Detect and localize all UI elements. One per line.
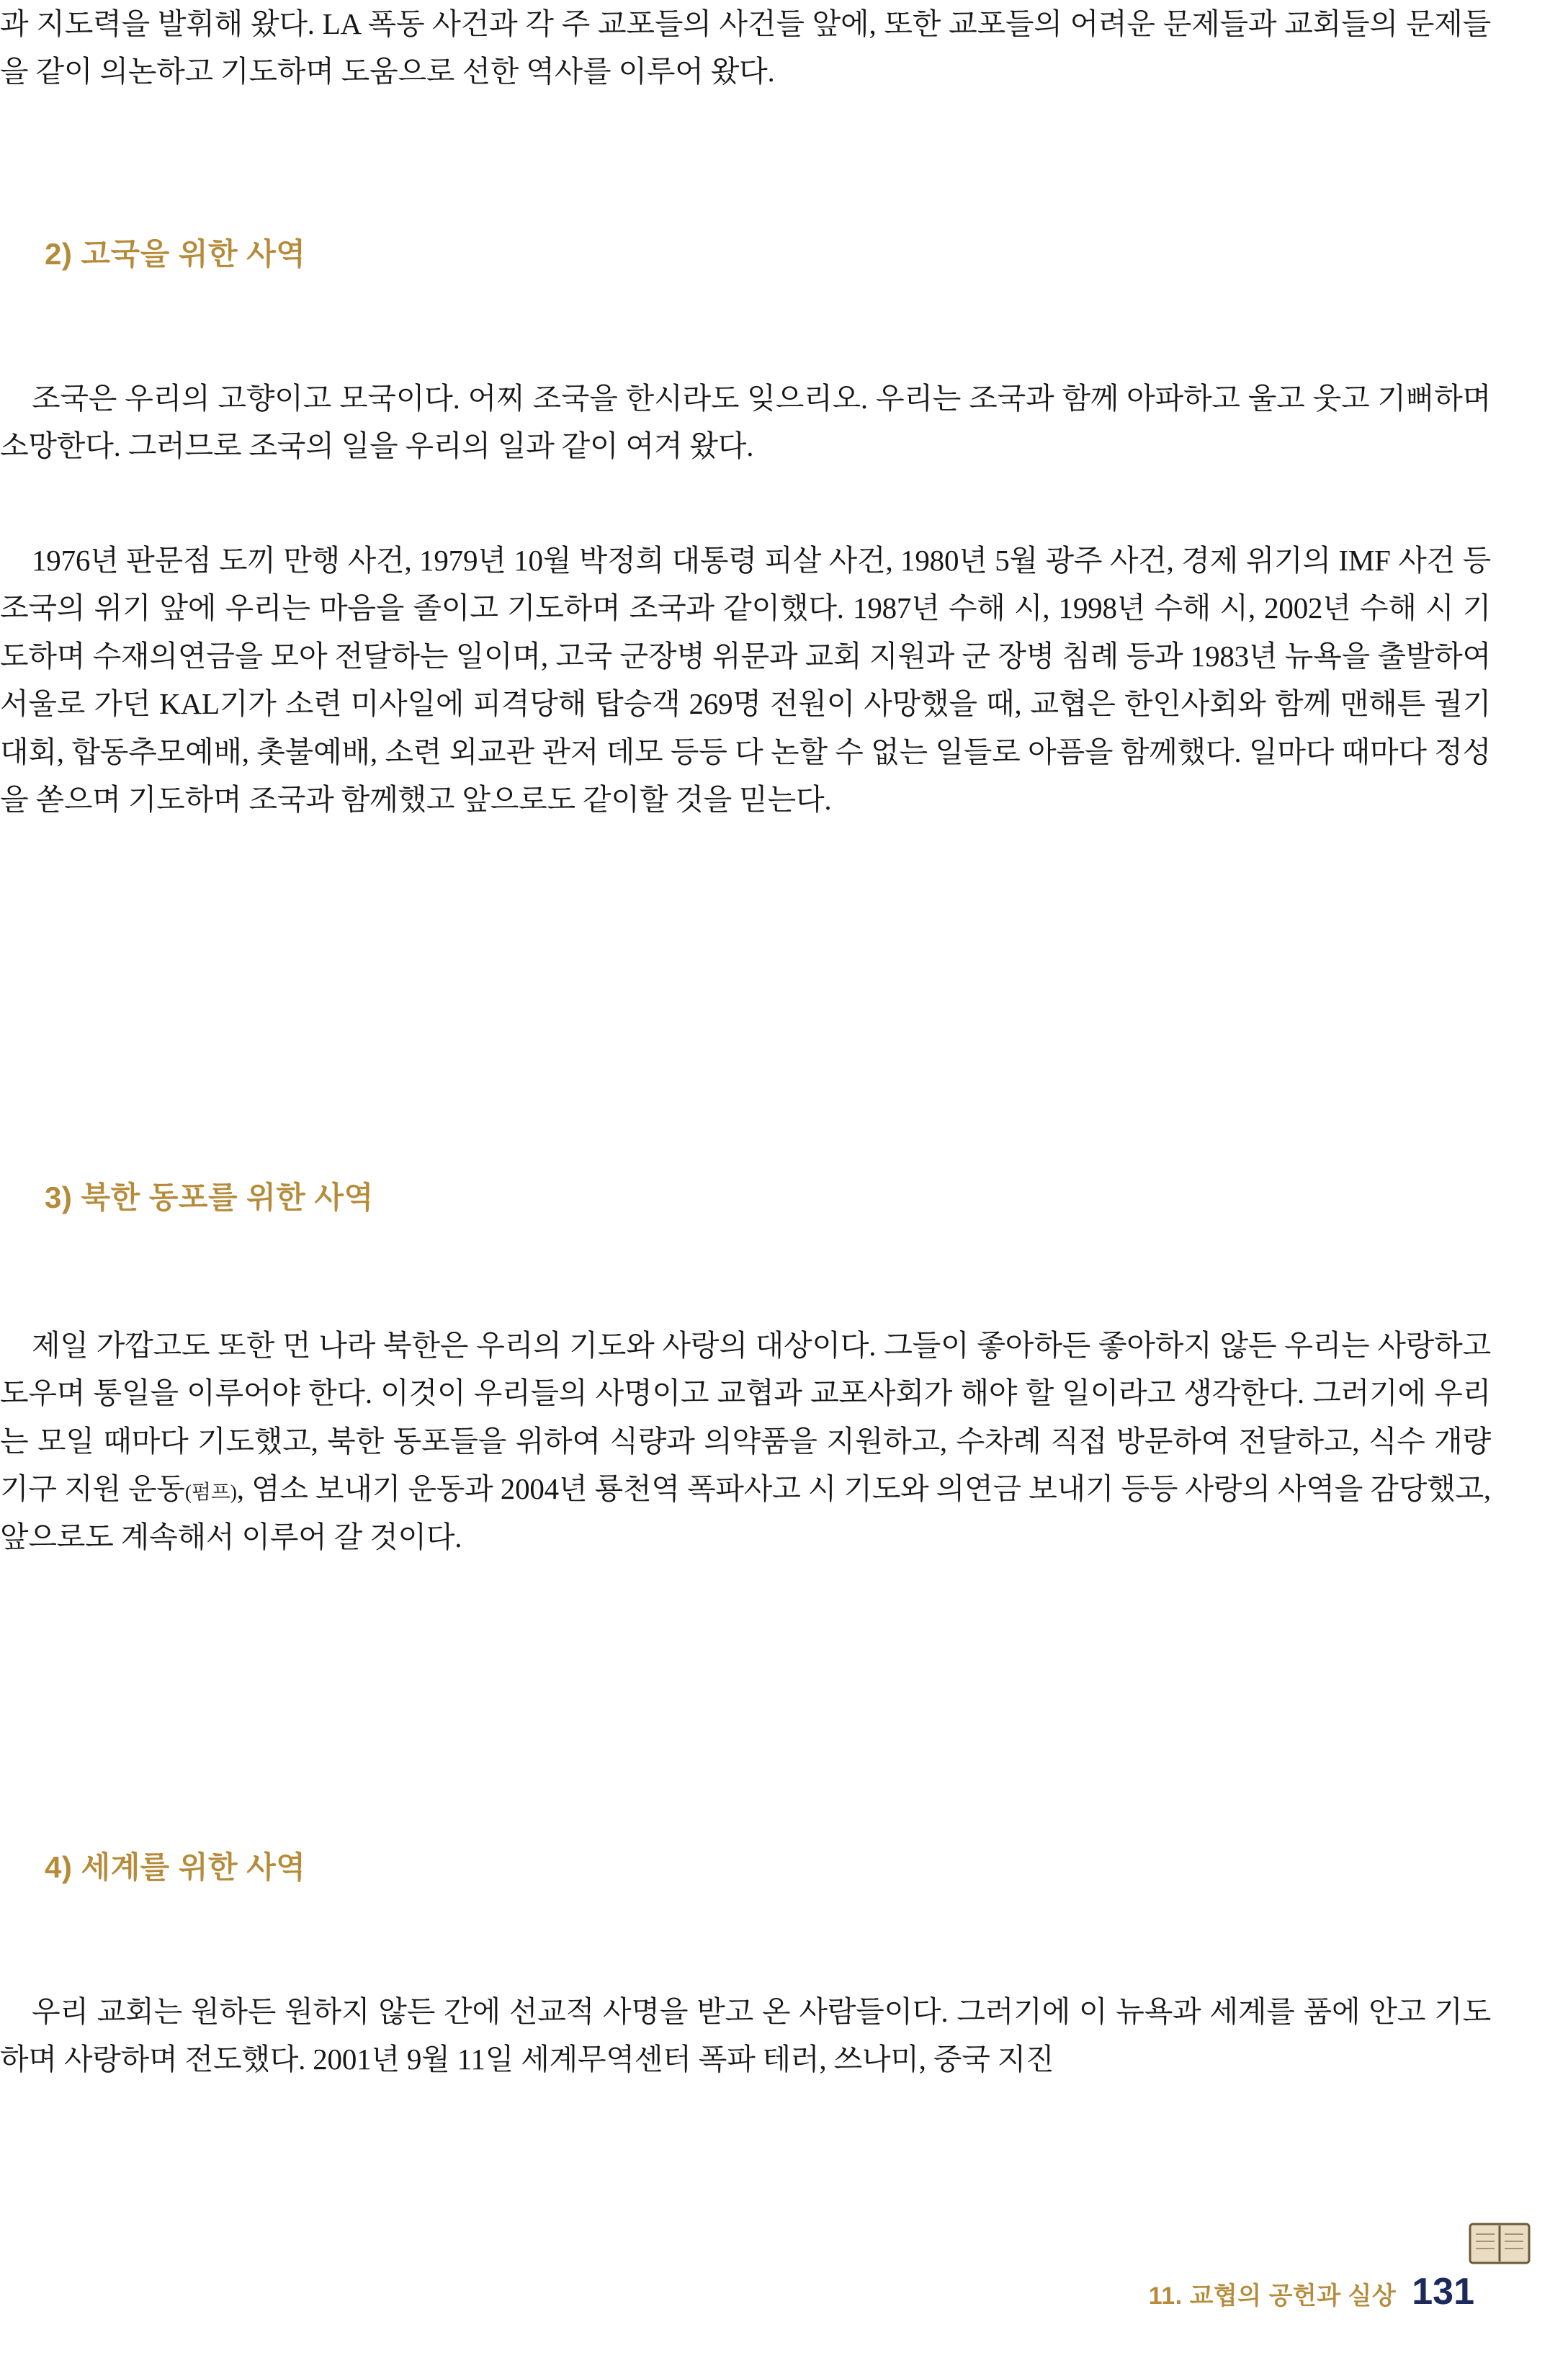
section-3-text-after: , 염소 보내기 운동과 2004년 룡천역 폭파사고 시 기도와 의연금 보내기 등등 사랑의 사역을 감당했고, 앞으로도 계속해서 이루어 갈 것이다. <box>0 1472 1491 1554</box>
section-4-paragraph: 우리 교회는 원하든 원하지 않든 간에 선교적 사명을 받고 온 사람들이다. 그러기에 이 뉴욕과 세계를 품에 안고 기도하며 사랑하며 전도했다. 2001년 9월 11일 세계무역센터 폭파 테러, 쓰나미, 중국 지진 <box>0 1995 1491 2076</box>
section-heading-4-block <box>45 1844 1413 1887</box>
section-3-paragraph-block <box>0 1322 1491 1561</box>
page-footer <box>0 2234 1568 2321</box>
section-3-paragraph <box>0 1322 1491 1561</box>
section-4-paragraph-block <box>0 1988 1491 2084</box>
intro-paragraph-block <box>0 0 1491 96</box>
section-2-paragraph-2: 1976년 판문점 도끼 만행 사건, 1979년 10월 박정희 대통령 피살 사건, 1980년 5월 광주 사건, 경제 위기의 IMF 사건 등 조국의 위기 앞에 우리는 마음을 졸이고 기도하며 조국과 같이했다. 1987년 수해 시, 1998년 수해 시, 2002년 수해 시 기도하며 수재의연금을 모아 전달하는 일이며, 고국 군장병 위문과 교회 지원과 군 장병 침례 등과 1983년 뉴욕을 출발하여 서울로 가던 KAL기가 소련 미사일에 피격당해 탑승객 269명 전원이 사망했을 때, 교협은 한인사회와 함께 맨해튼 궐기대회, 합동추모예배, 촛불예배, 소련 외교관 관저 데모 등등 다 논할 수 없는 일들로 아픔을 함께했다. 일마다 때마다 정성을 쏟으며 기도하며 조국과 함께했고 앞으로도 같이할 것을 믿는다. <box>0 544 1491 817</box>
page-number: 131 <box>1412 2271 1474 2313</box>
section-heading-4: 4) 세계를 위한 사역 <box>45 1850 306 1884</box>
section-heading-3: 3) 북한 동포를 위한 사역 <box>45 1180 374 1214</box>
footer-chapter-label: 11. 교협의 공헌과 실상 <box>1148 2282 1397 2310</box>
section-heading-2-block <box>45 230 1413 274</box>
section-heading-2: 2) 고국을 위한 사역 <box>45 237 306 271</box>
book-icon <box>1469 2221 1531 2266</box>
footer-inner <box>1149 2270 1474 2313</box>
section-2-paragraph-1-block <box>0 375 1491 470</box>
intro-paragraph: 과 지도력을 발휘해 왔다. LA 폭동 사건과 각 주 교포들의 사건들 앞에, 또한 교포들의 어려운 문제들과 교회들의 문제들을 같이 의논하고 기도하며 도움으로 선한 역사를 이루어 왔다. <box>0 7 1491 89</box>
section-3-inline-note: (펌프) <box>184 1481 237 1505</box>
section-heading-3-block <box>45 1174 1413 1217</box>
section-3-text-before: 제일 가깝고도 또한 먼 나라 북한은 우리의 기도와 사랑의 대상이다. 그들이 좋아하든 좋아하지 않든 우리는 사랑하고 도우며 통일을 이루어야 한다. 이것이 우리들의 사명이고 교협과 교포사회가 해야 할 일이라고 생각한다. 그러기에 우리는 모일 때마다 기도했고, 북한 동포들을 위하여 식량과 의약품을 지원하고, 수차례 직접 방문하여 전달하고, 식수 개량 기구 지원 운동 <box>0 1329 1491 1506</box>
section-2-paragraph-1: 조국은 우리의 고향이고 모국이다. 어찌 조국을 한시라도 잊으리오. 우리는 조국과 함께 아파하고 울고 웃고 기뻐하며 소망한다. 그러므로 조국의 일을 우리의 일과 같이 여겨 왔다. <box>0 382 1491 463</box>
section-2-paragraph-2-block <box>0 537 1491 823</box>
